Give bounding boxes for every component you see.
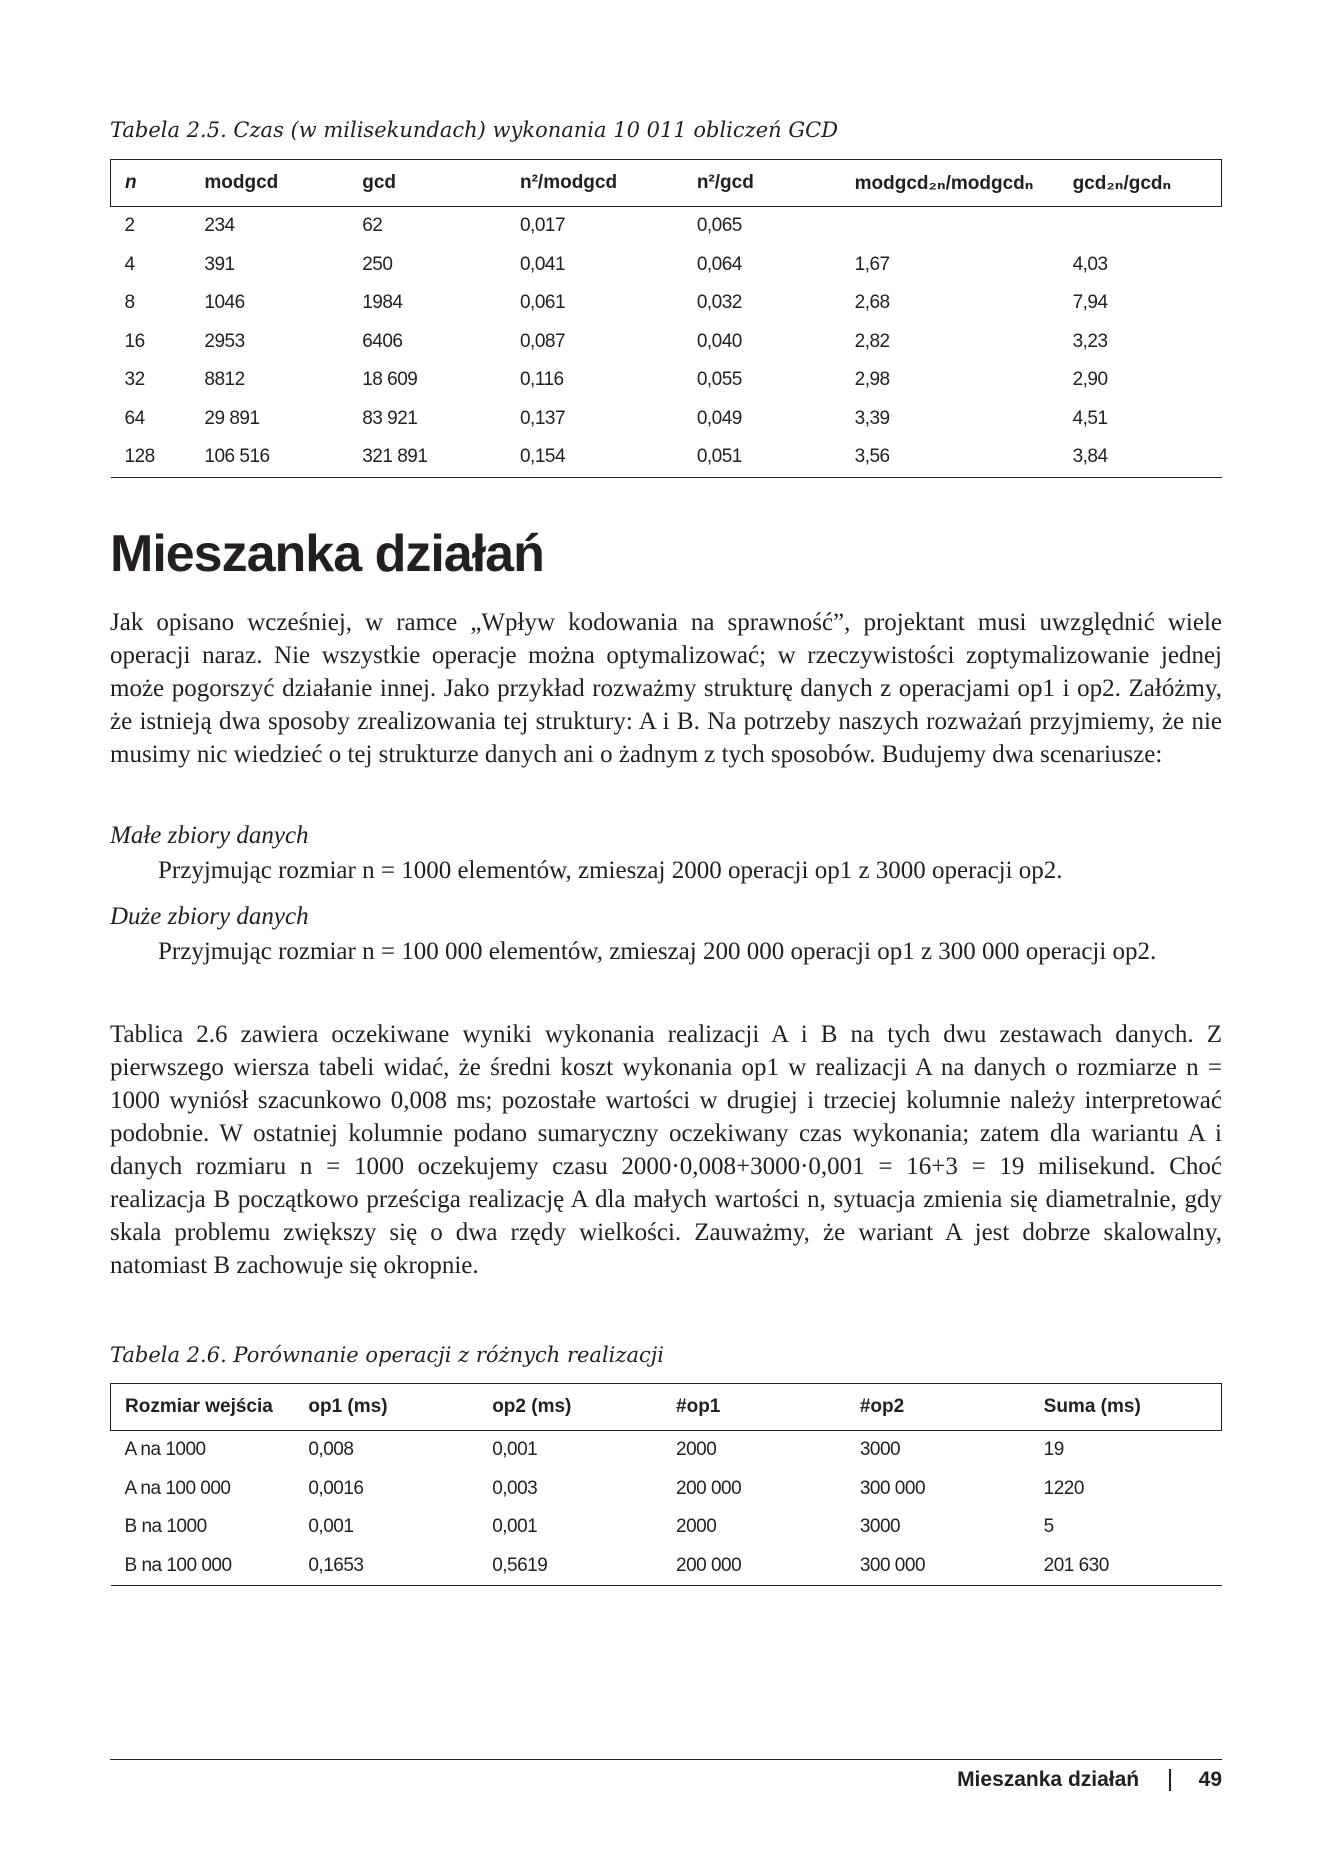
table-row — [111, 1431, 1222, 1470]
table-cell: 2 — [124, 215, 135, 237]
table-row — [111, 1508, 1222, 1547]
table-cell: 18 609 — [362, 369, 418, 391]
table-cell: 0,049 — [696, 407, 742, 429]
table-cell: 0,064 — [696, 253, 742, 275]
column-header: n²/gcd — [683, 160, 841, 207]
table-cell: 234 — [204, 215, 235, 237]
table-cell: 201 630 — [1030, 1547, 1222, 1586]
body-paragraph: Tablica 2.6 zawiera oczekiwane wyniki wykonania realizacji A i B na tych dwu zestawach danych. Z pierwszego wiersza tabeli widać, że średni koszt wykonania op1 w realizacji A na danych o rozmiarze n = 1000 wyniósł szacunkowo 0,008 ms; pozostałe wartości w drugiej i trzeciej kolumnie należy interpretować podobnie. W ostatniej kolumnie podano sumaryczny oczekiwany czas wykonania; zatem dla wariantu A i danych rozmiaru n = 1000 oczekujemy czasu 2000·0,008+3000·0,001 = 16+3 = 19 milisekund. Choć realizacja B początkowo prześciga realizację A dla małych wartości n, sytuacja zmienia się diametralnie, gdy skala problemu zwiększy się o dwa rzędy wielkości. Zauważmy, że wariant A jest dobrze skalowalny, natomiast B zachowuje się okropnie. — [110, 1021, 1222, 1279]
table-cell: 0,154 — [506, 438, 683, 477]
table-cell: 0,087 — [519, 330, 566, 352]
table-cell: 4,03 — [1072, 253, 1108, 275]
table-cell: 2,82 — [854, 330, 890, 352]
gcd-timing-table — [110, 159, 1222, 478]
table-cell: 391 — [204, 253, 235, 275]
table-cell: B na 100 000 — [111, 1547, 295, 1586]
table-cell: 32 — [124, 369, 145, 391]
table-cell: A na 1000 — [124, 1439, 206, 1461]
table-cell: 106 516 — [190, 438, 348, 477]
table-cell: 5 — [1043, 1516, 1054, 1538]
intro-paragraph: Jak opisano wcześniej, w ramce „Wpływ kodowania na sprawność”, projektant musi uwzględnić wiele operacji naraz. Nie wszystkie operacje można optymalizować; w rzeczywistości zoptymalizowanie jednej może pogorszyć działanie innej. Jako przykład rozważmy strukturę danych z operacjami op1 i op2. Załóżmy, że istnieją dwa sposoby zrealizowania tej struktury: A i B. Na potrzeby naszych rozważań przyjmiemy, że nie musimy nic wiedzieć o tej strukturze danych ani o żadnym z tych sposobów. Budujemy dwa scenariusze: — [110, 609, 1222, 768]
table-cell: 200 000 — [676, 1477, 742, 1499]
table-cell: 2,90 — [1072, 369, 1108, 391]
column-header: #op1 — [662, 1384, 846, 1431]
table-cell: 3,39 — [854, 407, 890, 429]
section-heading: Mieszanka działań — [110, 525, 544, 583]
table-cell: 0,061 — [519, 292, 566, 314]
table-cell: 0,041 — [519, 253, 566, 275]
column-header: n — [111, 160, 191, 207]
table-cell — [1059, 207, 1222, 246]
table-cell: 321 891 — [348, 438, 506, 477]
column-header: modgcd — [190, 160, 348, 207]
footer-divider — [110, 1759, 1222, 1760]
page-footer — [957, 1768, 1222, 1792]
table-cell: 2,98 — [854, 369, 890, 391]
column-header: Suma (ms) — [1030, 1384, 1222, 1431]
column-header: Rozmiar wejścia — [111, 1384, 295, 1431]
table-cell: 0,001 — [492, 1516, 538, 1538]
column-header: n²/modgcd — [506, 160, 683, 207]
table-cell: 128 — [111, 438, 191, 477]
scenario-definition: Przyjmując rozmiar n = 100 000 elementów, zmieszaj 200 000 operacji op1 z 300 000 operacji op2. — [158, 938, 1157, 965]
table-cell: 250 — [362, 253, 393, 275]
table-cell: 0,137 — [519, 407, 566, 429]
table-cell: 6406 — [362, 330, 403, 352]
table-body — [111, 1431, 1222, 1586]
table-row — [111, 400, 1222, 439]
table-cell: 0,0016 — [308, 1477, 364, 1499]
table-cell: 0,1653 — [294, 1547, 478, 1586]
table-cell: 64 — [124, 407, 145, 429]
column-header: op1 (ms) — [294, 1384, 478, 1431]
table-cell: 3,84 — [1059, 438, 1222, 477]
table-header-row — [111, 1384, 1222, 1431]
table-row — [111, 438, 1222, 477]
table-cell: 0,001 — [308, 1516, 354, 1538]
table-row — [111, 246, 1222, 285]
column-header: gcd₂ₙ/gcdₙ — [1059, 160, 1222, 207]
table-row — [111, 361, 1222, 400]
table-row — [111, 1547, 1222, 1586]
table-cell: 83 921 — [362, 407, 418, 429]
table-row — [111, 1470, 1222, 1509]
scenario-term: Małe zbiory danych — [110, 822, 309, 849]
table-cell: 0,008 — [308, 1439, 354, 1461]
table-cell: 300 000 — [859, 1477, 926, 1499]
table-cell: 0,051 — [683, 438, 841, 477]
table-body — [111, 207, 1222, 478]
table-cell: 3,56 — [841, 438, 1059, 477]
table-cell: 29 891 — [204, 407, 260, 429]
table-cell: 4,51 — [1072, 407, 1108, 429]
table-cell: 0,017 — [519, 215, 566, 237]
column-header: gcd — [348, 160, 506, 207]
table-cell: 0,040 — [696, 330, 742, 352]
table-cell: 1,67 — [854, 253, 890, 275]
book-page — [110, 0, 1222, 1867]
table-cell: 300 000 — [846, 1547, 1030, 1586]
footer-separator — [1169, 1769, 1171, 1791]
table-cell: 0,116 — [519, 369, 564, 391]
column-header: #op2 — [846, 1384, 1030, 1431]
table-cell: 0,001 — [492, 1439, 538, 1461]
table-cell: 62 — [362, 215, 383, 237]
table-cell: 3000 — [859, 1439, 901, 1461]
table-cell: 3,23 — [1072, 330, 1108, 352]
table-cell: 1046 — [204, 292, 245, 314]
table-cell: 200 000 — [662, 1547, 846, 1586]
table-cell: B na 1000 — [124, 1516, 207, 1538]
table-cell: 0,065 — [696, 215, 742, 237]
table-cell: 8812 — [204, 369, 245, 391]
table-row — [111, 207, 1222, 246]
table-cell: 2953 — [204, 330, 245, 352]
table-cell — [841, 207, 1059, 246]
column-header: op2 (ms) — [478, 1384, 662, 1431]
table-cell: 0,5619 — [478, 1547, 662, 1586]
table-cell: 2,68 — [854, 292, 890, 314]
table-cell: A na 100 000 — [124, 1477, 231, 1499]
table-cell: 2000 — [676, 1516, 717, 1538]
page-number: 49 — [1198, 1768, 1222, 1791]
table-cell: 2000 — [676, 1439, 717, 1461]
table-cell: 1220 — [1043, 1477, 1084, 1499]
table-header-row — [111, 160, 1222, 207]
table-cell: 0,055 — [696, 369, 742, 391]
scenario-definition: Przyjmując rozmiar n = 1000 elementów, zmieszaj 2000 operacji op1 z 3000 operacji op2. — [158, 857, 1063, 884]
footer-section-title: Mieszanka działań — [957, 1768, 1140, 1791]
table-cell: 7,94 — [1072, 292, 1108, 314]
table-cell: 16 — [124, 330, 145, 352]
table-cell: 8 — [124, 292, 135, 314]
table-caption: Tabela 2.6. Porównanie operacji z różnych realizacji — [110, 1343, 664, 1367]
table-row — [111, 323, 1222, 362]
table-cell: 0,032 — [696, 292, 742, 314]
table-row — [111, 284, 1222, 323]
scenario-term: Duże zbiory danych — [110, 903, 309, 930]
table-cell: 3000 — [859, 1516, 901, 1538]
table-cell: 4 — [124, 253, 135, 275]
table-cell: 0,003 — [492, 1477, 538, 1499]
table-caption: Tabela 2.5. Czas (w milisekundach) wykonania 10 011 obliczeń GCD — [110, 118, 839, 142]
column-header: modgcd₂ₙ/modgcdₙ — [841, 160, 1059, 207]
operations-comparison-table — [110, 1383, 1222, 1586]
table-cell: 1984 — [362, 292, 403, 314]
table-cell: 19 — [1043, 1439, 1064, 1461]
